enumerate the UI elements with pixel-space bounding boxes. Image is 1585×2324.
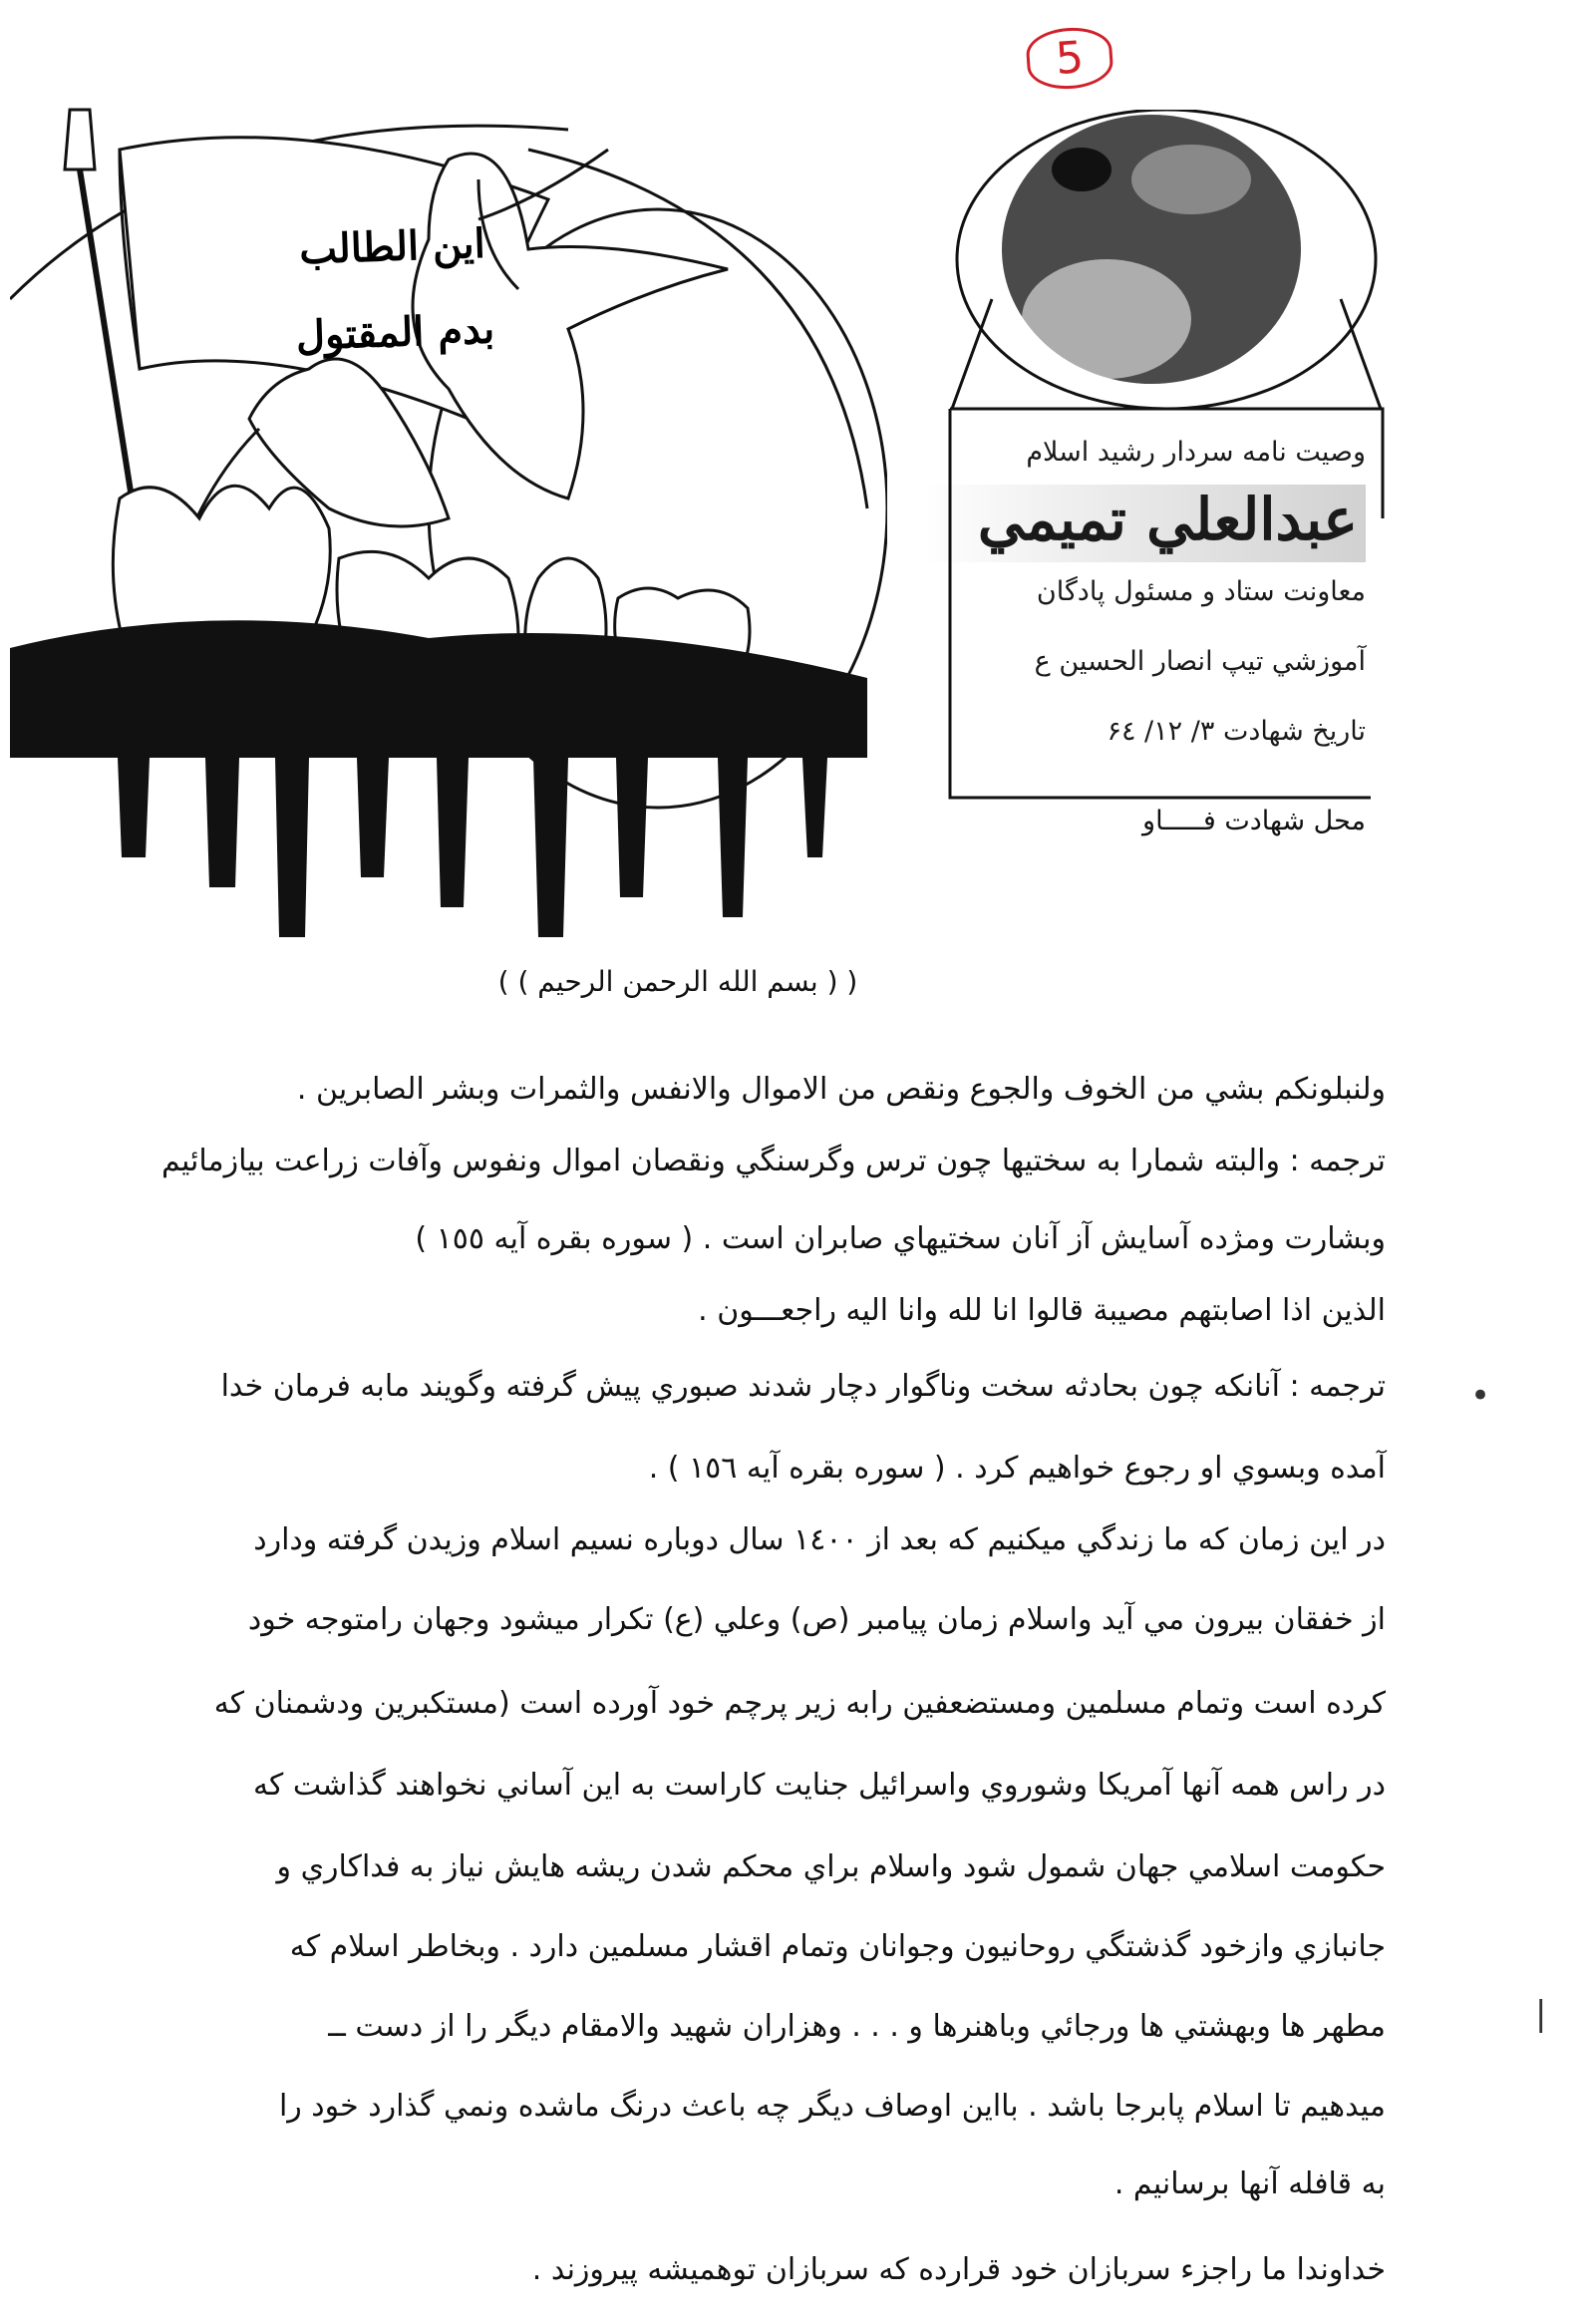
paragraph-line: در راس همه آنها آمريكا وشوروي واسرائيل جنايت كاراست به اين آساني نخواهند گذاشت كه [252, 1768, 1386, 1803]
paragraph-line: آمده وبسوي او رجوع خواهيم كرد . ( سوره بقره آيه ١٥٦ ) . [648, 1451, 1386, 1486]
paragraph-line: ترجمه : آنانكه چون بحادثه سخت وناگوار دچار شدند صبوري پيش گرفته وگويند مابه فرمان خدا [220, 1369, 1386, 1404]
paragraph-line: ميدهيم تا اسلام پابرجا باشد . بااين اوصاف ديگر چه باعث درنگ ماشده ونمي گذارد خود را [278, 2089, 1386, 2124]
paragraph-line: جانبازي وازخود گذشتگي روحانيون وجوانان وتمام اقشار مسلمين دارد . وبخاطر اسلام كه [289, 1929, 1386, 1964]
paragraph-line: ولنبلونكم بشي من الخوف والجوع ونقص من الاموال والانفس والثمرات وبشر الصابرين . [296, 1072, 1386, 1107]
martyr-name: عبدالعلي تميمي [922, 485, 1366, 562]
portrait-photo [1002, 115, 1301, 384]
martyrdom-place: محل شهادت فـــــاو [1142, 806, 1366, 836]
paragraph-line: مطهر ها وبهشتي ها ورجائي وباهنرها و . . . وهزاران شهيد والامقام ديگر را از دست ــ [328, 2009, 1386, 2044]
paragraph-line: وبشارت ومژده آسايش آز آنان سختيهاي صابران است . ( سوره بقره آيه ١٥٥ ) [415, 1221, 1386, 1256]
page-number: 5 [1025, 25, 1114, 92]
paragraph-line: حكومت اسلامي جهان شمول شود واسلام براي محكم شدن ريشه هايش نياز به فداكاري و [276, 1849, 1386, 1884]
plaque-role-line-1: معاونت ستاد و مسئول پادگان [1036, 576, 1366, 607]
paragraph-line: ترجمه : والبته شمارا به سختيها چون ترس وگرسنگي ونقصان اموال ونفوس وآفات زراعت بيازمائيم [161, 1144, 1386, 1178]
caption-line-2: بدم المقتول [295, 305, 495, 360]
paragraph-line: به قافله آنها برسانيم . [1113, 2166, 1386, 2201]
plaque-text [922, 437, 1366, 764]
martyrdom-date: تاريخ شهادت ۳/ ۱۲/ ۶٤ [1107, 716, 1366, 747]
memorial-illustration [10, 40, 887, 957]
illustration-caption [291, 201, 496, 380]
paragraph-line: از خفقان بيرون مي آيد واسلام زمان پيامبر (ص) وعلي (ع) تكرار ميشود وجهان رامتوجه خود [247, 1602, 1386, 1637]
margin-mark: | [1535, 1994, 1547, 2034]
paragraph-line: الذين اذا اصابتهم مصيبة قالوا انا لله وانا اليه راجعـــون . [698, 1293, 1386, 1328]
margin-mark: • [1470, 1376, 1491, 1416]
basmala: ( ( بسم الله الرحمن الرحيم ) ) [497, 965, 858, 998]
plaque-heading: وصيت نامه سردار رشيد اسلام [1026, 437, 1366, 468]
paragraph-line: كرده است وتمام مسلمين ومستضعفين رابه زير پرچم خود آورده است (مستكبرين ودشمنان كه [213, 1686, 1386, 1721]
caption-line-1: اين الطالب [298, 219, 486, 274]
will-body-text [161, 1072, 1386, 2324]
paragraph-line: در اين زمان كه ما زندگي ميكنيم كه بعد از ١٤٠٠ سال دوباره نسيم اسلام وزيدن گرفته ودارد [253, 1522, 1386, 1557]
plaque-role-line-2: آموزشي تيپ انصار الحسين ع [1034, 646, 1366, 677]
paragraph-line: خداوندا ما راجزء سربازان خود قرارده كه سربازان توهميشه پيروزند . [531, 2252, 1386, 2287]
